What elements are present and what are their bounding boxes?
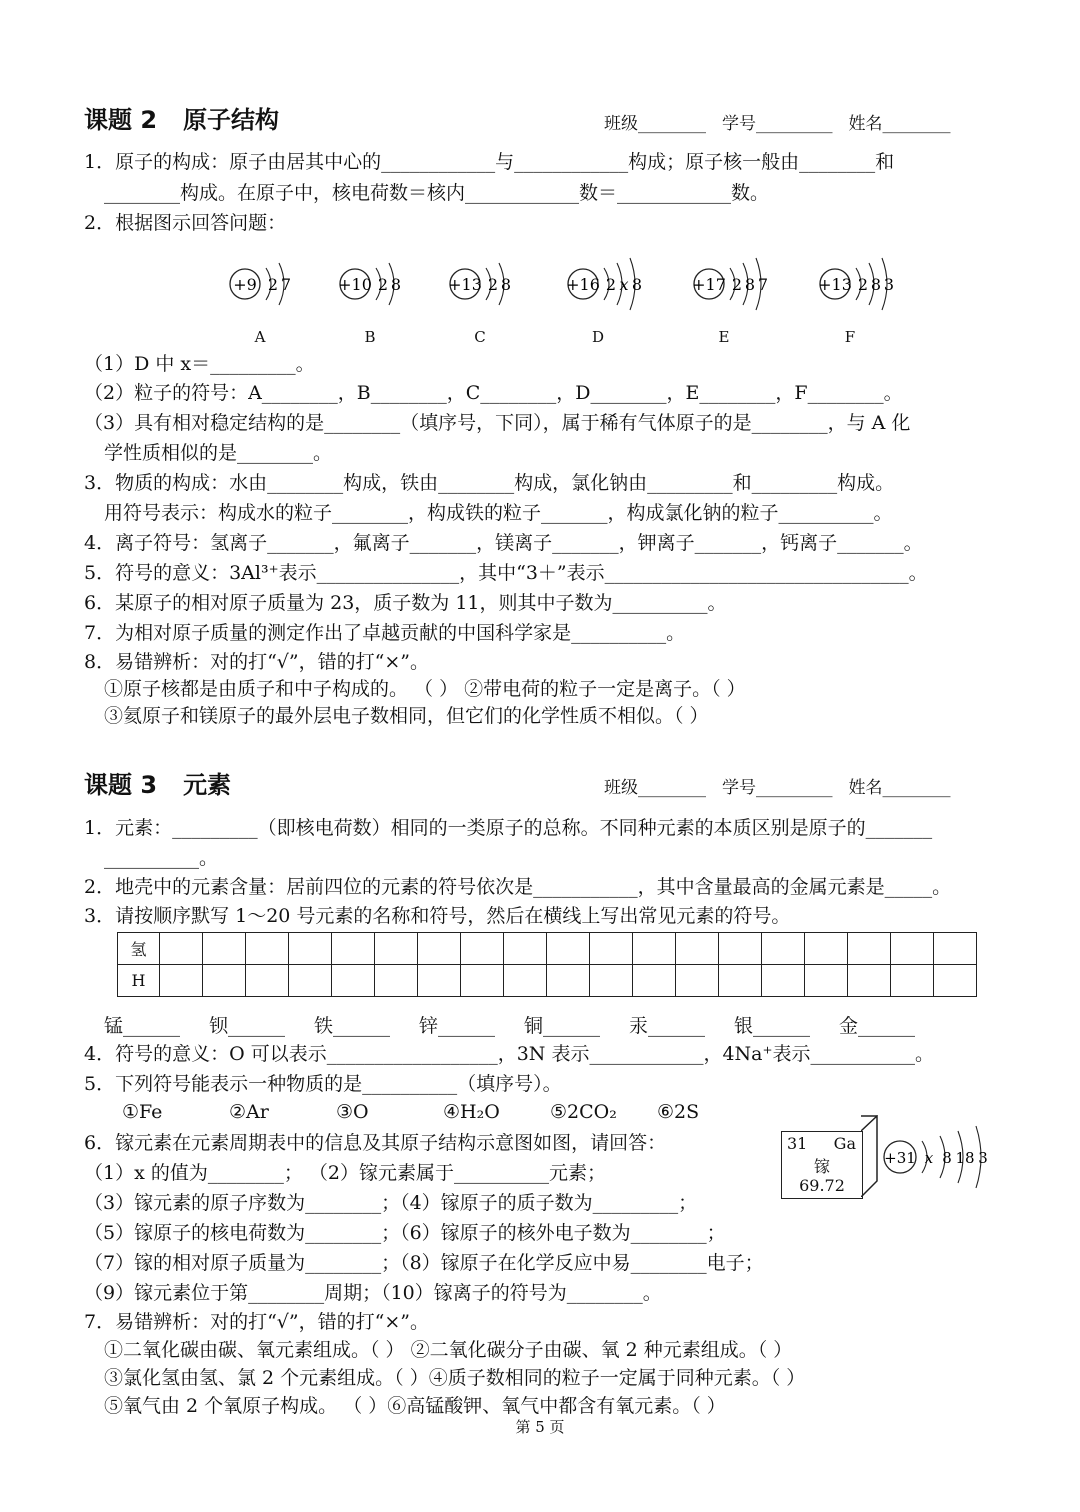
s3-q7-row[interactable]: ③氯化氢由氢、氯 2 个元素组成。（ ）④质子数相同的粒子一定属于同种元素。（ ） [104,1367,806,1389]
nucleus-charge: +13 [818,275,852,294]
shell-electron-count: 7 [280,275,292,294]
element-blank-cell[interactable] [160,965,203,997]
shell-electron-count: x [619,275,629,294]
s3-q7-row[interactable]: ⑤氧气由 2 个氧原子构成。 （ ）⑥高锰酸钾、氧气中都含有氧元素。（ ） [104,1395,726,1417]
shell-electron-count: 3 [978,1149,988,1167]
element-blank-cell[interactable] [461,933,504,965]
element-blank-cell[interactable] [848,965,891,997]
element-blank[interactable]: 银______ [734,1015,811,1037]
atom-diagram-b [310,232,430,352]
element-blank-cell[interactable] [934,965,977,997]
s2-q6[interactable]: 6．某原子的相对原子质量为 23，质子数为 11，则其中子数为__________。 [84,592,727,614]
s3-q6-row[interactable]: （9）镓元素位于第________周期；（10）镓离子的符号为________。 [84,1282,662,1304]
shell-electron-count: 8 [942,1149,952,1167]
choice-option: ②Ar [229,1101,269,1123]
section2-title-num: 课题 2 [84,106,158,134]
element-blank-cell[interactable] [289,965,332,997]
element-blank-cell[interactable] [762,933,805,965]
nucleus-charge: +9 [233,275,257,294]
shell-electron-count: 8 [500,275,512,294]
student-name-field[interactable]: 姓名________ [848,114,951,134]
element-blank-cell[interactable] [289,933,332,965]
student-id-field[interactable]: 学号_________ [722,114,833,134]
element-blank-cell[interactable] [504,933,547,965]
atom-diagrams [0,232,1080,352]
s3-q6-row[interactable]: （1）x 的值为________； （2）镓元素属于__________元素； [84,1162,606,1184]
shell-electron-count: 8 [631,275,643,294]
s2-q2-3-line1[interactable]: （3）具有相对稳定结构的是________（填序号，下同），属于稀有气体原子的是________，与 A 化 [84,412,911,434]
element-blank-cell[interactable] [418,965,461,997]
atom-structure [200,232,320,328]
section3-title [84,773,231,797]
s3-q3: 3．请按顺序默写 1～20 号元素的名称和符号，然后在横线上写出常见元素的符号。 [84,905,791,927]
element-symbol-blanks [104,1011,944,1038]
element-blank-cell[interactable] [203,965,246,997]
element-blank-cell[interactable] [590,933,633,965]
element-blank-cell[interactable] [203,933,246,965]
element-blank-cell[interactable] [547,965,590,997]
element-blank-cell[interactable] [418,933,461,965]
section2-title-name: 原子结构 [183,106,280,134]
choice-option: ④H₂O [443,1101,500,1123]
s3-q5[interactable]: 5．下列符号能表示一种物质的是__________（填序号）。 [84,1073,562,1095]
shell-electron-count: 2 [857,275,869,294]
atom-diagram-f [790,232,910,352]
atom-diagram-e [664,232,784,352]
s3-q6-row[interactable]: （3）镓元素的原子序数为________；（4）镓原子的质子数为_________； [84,1192,698,1214]
s3-q1-line1[interactable]: 1．元素：_________（即核电荷数）相同的一类原子的总称。不同种元素的本质区别是原子的_______ [84,817,933,839]
element-name-row [118,933,977,965]
nucleus-charge: +17 [692,275,726,294]
choice-option: ③O [336,1101,369,1123]
s2-q8-line1[interactable]: ①原子核都是由质子和中子构成的。 （ ） ②带电荷的粒子一定是离子。（ ） [104,678,746,700]
element-blank-cell[interactable] [805,933,848,965]
s2-q7[interactable]: 7．为相对原子质量的测定作出了卓越贡献的中国科学家是__________。 [84,622,686,644]
atom-diagram-a [200,232,320,352]
s2-q2-1[interactable]: （1）D 中 x＝_________。 [84,353,315,375]
s3-q6-row[interactable]: （5）镓原子的核电荷数为________；（6）镓原子的核外电子数为________； [84,1222,726,1244]
atom-structure [538,232,658,328]
shell-electron-count: 2 [267,275,279,294]
nucleus-charge: +13 [448,275,482,294]
section3-title-name: 元素 [183,771,232,799]
ga-atomic-mass: 69.72 [799,1176,845,1195]
element-blank-cell[interactable] [160,933,203,965]
shell-electron-count: 2 [731,275,743,294]
s2-q3-line2[interactable]: 用符号表示：构成水的粒子________，构成铁的粒子_______，构成氯化钠的粒子__________。 [104,502,893,524]
element-blank[interactable]: 铜______ [524,1015,601,1037]
s3-q6-row[interactable]: （7）镓的相对原子质量为________；（8）镓原子在化学反应中易________电子； [84,1252,764,1274]
choice-option: ⑥2S [657,1101,700,1123]
s2-q1-line1[interactable]: 1．原子的构成：原子由居其中心的____________与____________构成；原子核一般由________和 [84,151,895,173]
s3-q5-choices [122,1101,764,1123]
element-blank[interactable]: 锌______ [419,1015,496,1037]
element-blank-cell[interactable] [375,933,418,965]
atom-diagram-c [420,232,540,352]
s3-q7-row[interactable]: ①二氧化碳由碳、氧元素组成。（ ） ②二氧化碳分子由碳、氧 2 种元素组成。（ ） [104,1339,793,1361]
element-symbol-cell: H [118,965,160,997]
shell-electron-count: 7 [757,275,769,294]
s3-q6: 6．镓元素在元素周期表中的信息及其原子结构示意图如图，请回答： [84,1132,667,1154]
element-blank-cell[interactable] [676,965,719,997]
element-blank-cell[interactable] [332,965,375,997]
atom-label: C [474,328,486,346]
shell-electron-count: x [924,1149,934,1167]
choice-option: ⑤2CO₂ [550,1101,617,1123]
student-id-field[interactable]: 学号_________ [722,778,833,798]
element-blank-cell[interactable] [676,933,719,965]
atom-label: A [254,328,266,346]
s2-q2-2[interactable]: （2）粒子的符号：A________，B________，C________，D________，E________，F________。 [84,382,903,404]
class-field[interactable]: 班级________ [604,114,706,134]
s3-q7: 7．易错辨析：对的打“√”，错的打“×”。 [84,1311,429,1333]
element-name-cell: 氢 [118,933,160,965]
shell-electron-count: 2 [487,275,499,294]
element-symbol-row [118,965,977,997]
atom-structure [420,232,540,328]
atom-structure [790,232,910,328]
ga-atomic-number: 31 [787,1134,808,1153]
element-table [117,932,977,997]
shell-electron-count: 8 [390,275,402,294]
element-blank-cell[interactable] [891,933,934,965]
element-blank[interactable]: 锰______ [104,1015,181,1037]
element-blank-cell[interactable] [934,933,977,965]
s2-q2-3-line2[interactable]: 学性质相似的是________。 [104,442,333,464]
element-blank[interactable]: 金______ [839,1015,916,1037]
student-name-field[interactable]: 姓名________ [848,778,951,798]
element-blank[interactable]: 钡______ [209,1015,286,1037]
s2-q8-line2[interactable]: ③氦原子和镁原子的最外层电子数相同，但它们的化学性质不相似。（ ） [104,705,709,727]
nucleus-charge: +10 [338,275,372,294]
section2-title [84,108,279,132]
nucleus-charge: +16 [566,275,600,294]
page-number: 第 5 页 [515,1418,565,1436]
shell-electron-count: 2 [377,275,389,294]
atom-structure [310,232,430,328]
s2-q8: 8．易错辨析：对的打“√”，错的打“×”。 [84,651,429,673]
s2-q3-line1[interactable]: 3．物质的构成：水由________构成，铁由________构成，氯化钠由_________和_________构成。 [84,472,895,494]
element-blank-cell[interactable] [547,933,590,965]
shell-electron-count: 2 [605,275,617,294]
shell-electron-count: 3 [883,275,895,294]
gallium-atom-diagram [878,1110,1008,1200]
element-blank-cell[interactable] [848,933,891,965]
element-blank-cell[interactable] [246,933,289,965]
shell-electron-count: 8 [870,275,882,294]
atom-structure [878,1110,1008,1200]
s2-q1-line2[interactable]: ________构成。在原子中，核电荷数＝核内____________数＝____________数。 [104,182,770,204]
atom-label: F [844,328,856,346]
element-blank-cell[interactable] [246,965,289,997]
element-blank-cell[interactable] [590,965,633,997]
element-blank-cell[interactable] [719,933,762,965]
element-blank-cell[interactable] [461,965,504,997]
element-blank[interactable]: 汞______ [629,1015,706,1037]
element-blank-cell[interactable] [332,933,375,965]
choice-option: ①Fe [122,1101,163,1123]
element-blank-cell[interactable] [633,965,676,997]
s2-q5[interactable]: 5．符号的意义：3Al³⁺表示_______________，其中“3＋”表示________________________________。 [84,562,928,584]
section3-student-info [604,776,951,800]
s2-q4[interactable]: 4．离子符号：氢离子_______，氟离子_______，镁离子_______，钾离子_______，钙离子_______。 [84,532,923,554]
gallium-periodic-cell [781,1131,863,1199]
nucleus-charge: +31 [884,1149,916,1167]
element-blank-cell[interactable] [762,965,805,997]
element-blank[interactable]: 铁______ [314,1015,391,1037]
ga-name: 镓 [813,1157,830,1176]
s2-q2: 2．根据图示回答问题： [84,212,287,234]
section3-title-num: 课题 3 [84,771,158,799]
atom-diagram-d [538,232,658,352]
shell-electron-count: 18 [955,1149,975,1167]
element-blank-cell[interactable] [805,965,848,997]
atom-label: D [591,328,605,346]
element-blank-cell[interactable] [633,933,676,965]
section2-student-info [604,112,951,136]
ga-symbol: Ga [833,1134,856,1153]
shell-electron-count: 8 [744,275,756,294]
s3-q1-line2[interactable]: __________。 [104,847,219,869]
atom-label: B [364,328,376,346]
s3-q2[interactable]: 2．地壳中的元素含量：居前四位的元素的符号依次是___________，其中含量最高的金属元素是_____。 [84,876,952,898]
element-blank-cell[interactable] [891,965,934,997]
element-blank-cell[interactable] [504,965,547,997]
element-blank-cell[interactable] [375,965,418,997]
atom-label: E [718,328,730,346]
element-blank-cell[interactable] [719,965,762,997]
s3-q4[interactable]: 4．符号的意义：O 可以表示__________________，3N 表示____________，4Na⁺表示___________。 [84,1043,935,1065]
class-field[interactable]: 班级________ [604,778,706,798]
atom-structure [664,232,784,328]
